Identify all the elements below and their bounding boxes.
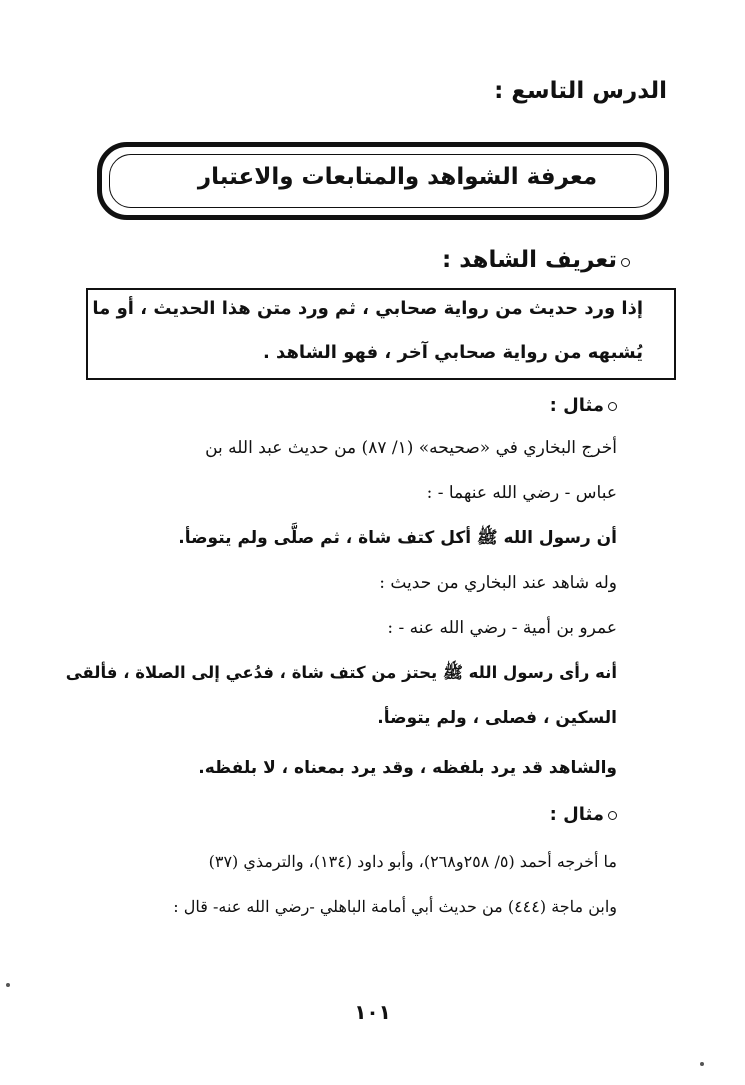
- circle-bullet-icon: [621, 258, 630, 267]
- definition-line-2: يُشبهه من رواية صحابي آخر ، فهو الشاهد .: [262, 342, 643, 363]
- definition-heading: [442, 247, 630, 273]
- example1-line-1: أخرج البخاري في «صحيحه» (١/ ٨٧) من حديث عبد الله بن: [205, 438, 617, 458]
- chapter-title: معرفة الشواهد والمتابعات والاعتبار: [197, 164, 598, 190]
- witness-line-1: وله شاهد عند البخاري من حديث :: [379, 573, 617, 593]
- example2-heading: [550, 804, 617, 825]
- definition-line-1: إذا ورد حديث من رواية صحابي ، ثم ورد متن هذا الحديث ، أو ما: [92, 298, 643, 319]
- hadith1: أن رسول الله ﷺ أكل كتف شاة ، ثم صلَّى ولم يتوضأ.: [178, 528, 617, 548]
- page-number: ١٠١: [354, 1000, 391, 1024]
- example2-heading-text: مثال :: [549, 804, 604, 825]
- witness-line-2: عمرو بن أمية - رضي الله عنه - :: [387, 618, 617, 638]
- example1-heading-text: مثال :: [549, 395, 604, 416]
- example2-line-1: ما أخرجه أحمد (٥/ ٢٥٨و٢٦٨)، وأبو داود (١٣٤)، والترمذي (٣٧): [208, 852, 617, 871]
- definition-heading-text: تعريف الشاهد :: [442, 247, 617, 273]
- hadith2-line-1: أنه رأى رسول الله ﷺ يحتز من كتف شاة ، فدُعي إلى الصلاة ، فألقى: [65, 663, 617, 682]
- example2-line-2: وابن ماجة (٤٤٤) من حديث أبي أمامة الباهلي -رضي الله عنه- قال :: [173, 897, 617, 916]
- example1-heading: [550, 395, 617, 416]
- circle-bullet-icon: [608, 811, 617, 820]
- example1-line-2: عباس - رضي الله عنهما - :: [426, 483, 617, 503]
- scan-speck: [6, 983, 10, 987]
- hadith2-line-2: السكين ، فصلى ، ولم يتوضأ.: [377, 708, 617, 728]
- lesson-title: الدرس التاسع :: [494, 78, 667, 104]
- meaning-note: والشاهد قد يرد بلفظه ، وقد يرد بمعناه ، لا بلفظه.: [198, 758, 617, 778]
- scan-speck: [700, 1062, 704, 1066]
- circle-bullet-icon: [608, 402, 617, 411]
